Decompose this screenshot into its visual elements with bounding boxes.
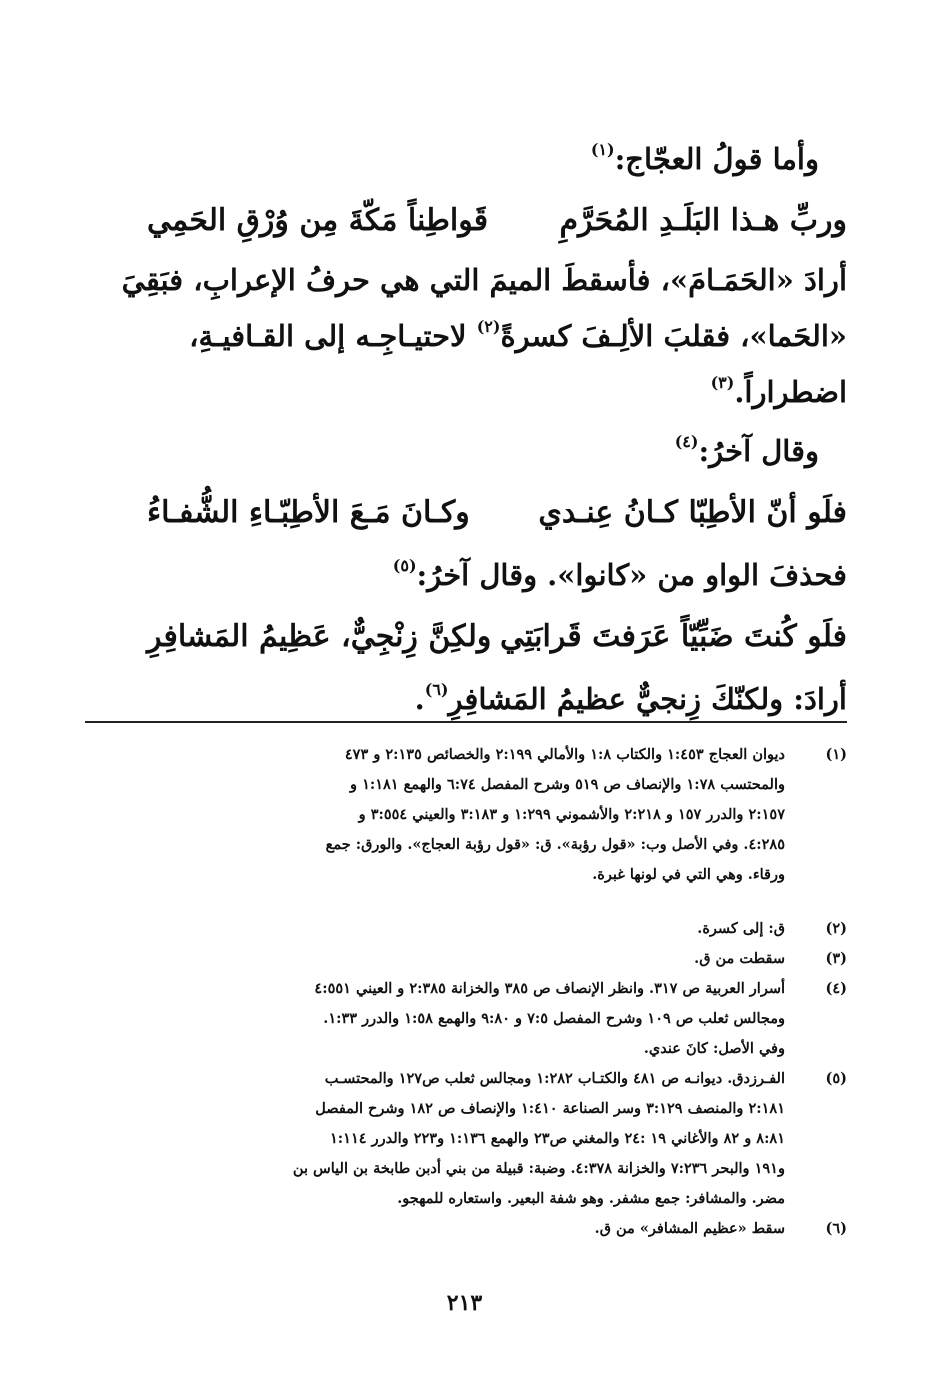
- intro-text: وأما قولُ العجّاج:: [614, 142, 819, 176]
- paragraph-text: .: [414, 682, 425, 716]
- footnote-ref-4: (٤): [674, 432, 699, 451]
- footnote-line: ٢:١٥٧ والدرر ١٥٧ و ٢:٢١٨ والأشموني ١:٢٩٩ و ٣:١٨٣ والعيني ٣:٥٥٤ و: [358, 806, 785, 823]
- page-number: ٢١٣: [446, 1290, 483, 1316]
- paragraph-line: [147, 308, 847, 364]
- footnote-text: [147, 740, 785, 890]
- footnote-number: (٦): [825, 1220, 847, 1237]
- footnote-5: [147, 1064, 847, 1214]
- footnote-2: [147, 914, 847, 944]
- footnote-line: مضر. والمشافر: جمع مشفر. وهو شفة البعير. واستعاره للمهجو.: [397, 1190, 785, 1207]
- intro-line: [147, 128, 847, 190]
- footnote-text: [147, 974, 785, 1064]
- footnote-number: (٢): [825, 920, 847, 937]
- footnote-3: [147, 944, 847, 974]
- verse-1-hemistich-right: وربِّ هـذا البَلَـدِ المُحَرَّمِ: [559, 203, 847, 238]
- footnote-line: سقطت من ق.: [694, 950, 785, 967]
- footnote-6: [147, 1214, 847, 1244]
- footnote-ref-2: (٢): [476, 317, 501, 336]
- footnote-line: ق: إلى كسرة.: [697, 920, 785, 937]
- footnote-ref-1: (١): [590, 140, 615, 159]
- verse-3-hemistich-right: فلَو كُنتَ ضَبِّيّاً عَرَفتَ قَرابَتِي: [500, 619, 847, 654]
- paragraph-text: أرادَ: ولكنّكَ زِنجيٌّ عظيمُ المَشافِرِ: [448, 682, 847, 716]
- footnote-line: و١٩١ والبحر ٧:٢٣٦ والخزانة ٤:٣٧٨. وضبة: قبيلة من بني أدبن طابخة بن الياس بن: [292, 1160, 785, 1177]
- footnote-4: [147, 974, 847, 1064]
- footnote-number: (٤): [825, 980, 847, 997]
- footnote-ref-6: (٦): [424, 680, 449, 699]
- footnote-line: ٢:١٨١ والمنصف ٣:١٢٩ وسر الصناعة ١:٤١٠ والإنصاف ص ١٨٢ وشرح المفصل: [315, 1100, 785, 1117]
- verse-1: [147, 190, 847, 252]
- paragraph-text: «الحَما»، فقلبَ الألِـفَ كسرةً: [500, 319, 847, 353]
- verse-2-hemistich-left: وكـانَ مَـعَ الأطِبّـاءِ الشُّفـاءُ: [147, 495, 470, 530]
- verse-2: [147, 482, 847, 544]
- intro-text: وقال آخرُ:: [698, 434, 819, 468]
- paragraph-text: لاحتيـاجِـه إلى القـافيـةِ،: [189, 319, 477, 353]
- verse-3-hemistich-left: ولكِنَّ زِنْجِيٌّ، عَظِيمُ المَشافِرِ: [147, 619, 492, 654]
- footnote-line: ٨:٨١ و ٨٢ والأغاني ١٩ :٢٤ والمغني ص٢٣ والهمع ١:١٣٦ و٢٢٣ والدرر ١:١١٤: [330, 1130, 785, 1147]
- footnote-divider: [85, 721, 847, 723]
- footnote-line: سقط «عظيم المشافر» من ق.: [594, 1220, 785, 1237]
- intro-line: [147, 420, 847, 482]
- footnote-line: والمحتسب ١:٧٨ والإنصاف ص ٥١٩ وشرح المفصل ٦:٧٤ والهمع ١:١٨١ و: [350, 776, 785, 793]
- footnote-number: (٥): [825, 1070, 847, 1087]
- paragraph-line: [147, 364, 847, 420]
- paragraph-line: [147, 544, 847, 606]
- footnote-gap: [147, 890, 847, 914]
- footnote-text: [147, 1064, 785, 1214]
- paragraph-text: اضطراراً.: [734, 375, 847, 409]
- footnote-text: [147, 1214, 785, 1244]
- main-text: [121, 128, 847, 730]
- verse-3: [147, 606, 847, 668]
- paragraph-line: أرادَ «الحَمَـامَ»، فأسقطَ الميمَ التي هي حرفُ الإعرابِ، فبَقِيَ: [121, 263, 847, 297]
- footnote-number: (١): [825, 746, 847, 763]
- paragraph-text: فحذفَ الواو من «كانوا». وقال آخرُ:: [416, 558, 847, 592]
- verse-2-hemistich-right: فلَو أنّ الأطِبّا كـانُ عِنـدي: [538, 495, 847, 530]
- footnote-line: ومجالس ثعلب ص ١٠٩ وشرح المفصل ٧:٥ و ٩:٨٠ والهمع ١:٥٨ والدرر ١:٣٣.: [323, 1010, 785, 1027]
- footnote-ref-5: (٥): [392, 556, 417, 575]
- footnotes: [147, 740, 847, 1244]
- footnote-line: الفـرزدق. ديوانـه ص ٤٨١ والكتـاب ١:٢٨٢ ومجالس ثعلب ص١٢٧ والمحتسـب: [324, 1070, 785, 1087]
- footnote-ref-3: (٣): [710, 373, 735, 392]
- footnote-number: (٣): [825, 950, 847, 967]
- footnote-1: [147, 740, 847, 890]
- footnote-line: ورقاء. وهي التي في لونها غبرة.: [592, 866, 785, 883]
- verse-1-hemistich-left: قَواطِناً مَكّةَ مِن وُرْقِ الحَمِي: [147, 203, 489, 238]
- footnote-text: [147, 944, 785, 974]
- footnote-line: أسرار العربية ص ٣١٧. وانظر الإنصاف ص ٣٨٥ والخزانة ٢:٣٨٥ و العيني ٤:٥٥١: [314, 980, 785, 997]
- footnote-text: [147, 914, 785, 944]
- footnote-line: ديوان العجاج ١:٤٥٣ والكتاب ١:٨ والأمالي ٢:١٩٩ والخصائص ٢:١٣٥ و ٤٧٣: [344, 746, 785, 763]
- footnote-line: ٤:٢٨٥. وفي الأصل وب: «قول رؤبة». ق: «قول رؤبة العجاج». والورق: جمع: [325, 836, 785, 853]
- footnote-line: وفي الأصل: كانَ عندي.: [643, 1040, 785, 1057]
